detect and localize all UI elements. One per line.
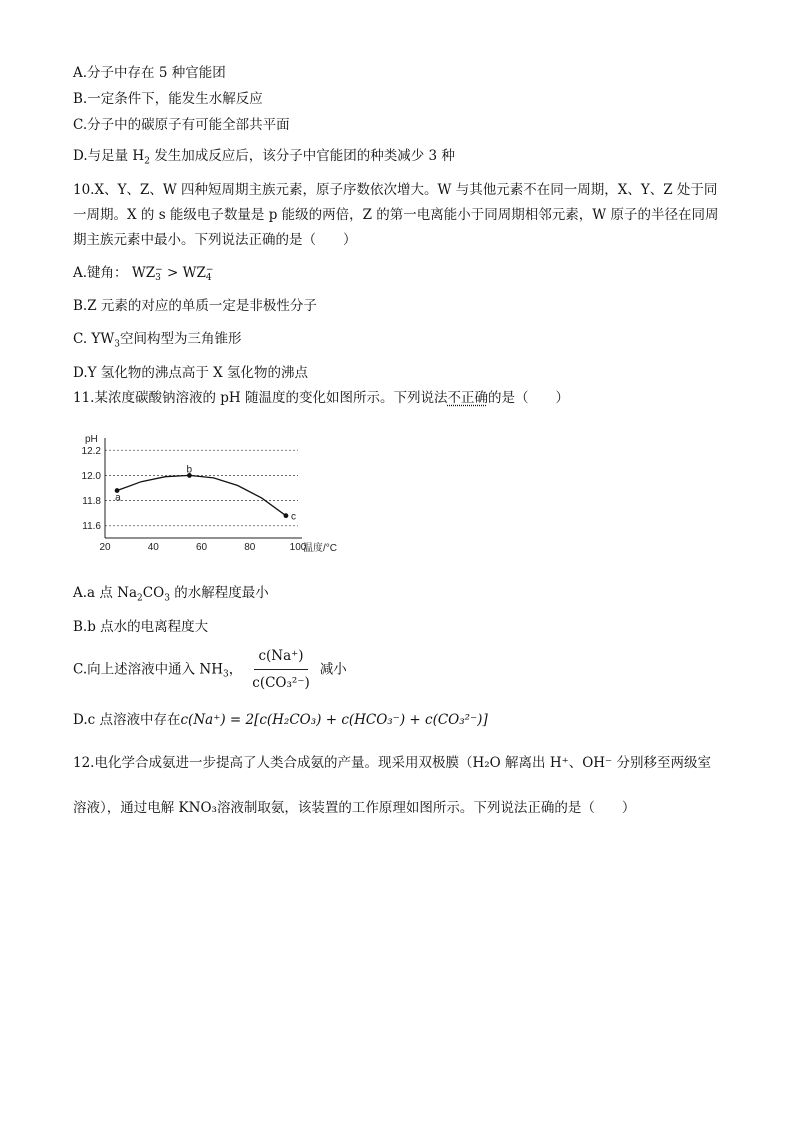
q10-a-formula1: WZ — [131, 265, 156, 281]
q10-option-b: B.Z 元素的对应的单质一定是非极性分子 — [73, 298, 317, 314]
q10-a-sub1: 3 — [155, 272, 161, 283]
q11-c-numerator: c(Na⁺) — [254, 645, 307, 670]
q10-stem-line2: 一周期。X 的 s 能级电子数量是 p 能级的两倍，Z 的第一电离能小于同周期相邻元素，W 原子的半径在同周 — [73, 207, 719, 223]
q12-h2o: H₂O — [472, 755, 501, 771]
q12-stem1-pre: 12.电化学合成氨进一步提高了人类合成氨的产量。现采用双极膜（ — [73, 755, 473, 771]
q11-a-post: 的水解程度最小 — [169, 585, 269, 601]
q9-d-post: 发生加成反应后，该分子中官能团的种类减少 3 种 — [149, 148, 455, 164]
q11-c-fraction — [248, 645, 313, 694]
q12-stem2-pre: 溶液），通过电解 — [73, 800, 179, 816]
q9-d-sub: 2 — [144, 156, 150, 167]
q11-option-a — [73, 584, 269, 602]
q10-a-sub2: 4 — [205, 272, 212, 283]
x-tick-label: 100 — [289, 542, 307, 553]
q10-a-gt: > — [162, 265, 183, 281]
q9-option-a: A.分子中存在 5 种官能团 — [73, 65, 226, 81]
x-axis-label: 温度/°C — [303, 543, 337, 554]
q11-c-sub: 3 — [223, 669, 229, 680]
q11-d-equation: c(Na⁺) = 2[c(H₂CO₃) + c(HCO₃⁻) + c(CO₃²⁻)] — [180, 712, 488, 728]
q10-a-sup1: − — [155, 264, 163, 275]
q11-c-denominator: c(CO₃²⁻) — [252, 675, 310, 691]
x-tick-label: 80 — [244, 542, 256, 553]
q10-option-c — [73, 330, 241, 348]
q9-option-d — [73, 147, 455, 165]
data-point-c — [284, 513, 289, 518]
q12-stem-line2 — [73, 799, 635, 817]
y-tick-label: 11.8 — [82, 496, 101, 508]
q10-stem-line3: 期主族元素中最小。下列说法正确的是（ ） — [73, 232, 357, 248]
y-axis-label: pH — [85, 434, 98, 445]
q11-option-b: B.b 点水的电离程度大 — [73, 619, 209, 635]
q11-stem-emphasis: 不正确 — [447, 390, 488, 406]
q11-option-d — [73, 711, 488, 729]
q10-c-post: 空间构型为三角锥形 — [119, 331, 242, 347]
x-tick-label: 20 — [99, 542, 111, 553]
q11-a-sub2: 3 — [164, 593, 170, 604]
y-tick-label: 12.0 — [81, 470, 101, 482]
q11-a-mid: CO — [142, 585, 165, 601]
chart-axes — [105, 438, 302, 538]
q11-c-pre: C.向上述溶液中通入 NH — [73, 661, 224, 678]
q10-c-sub: 3 — [114, 339, 120, 350]
point-label-c: c — [290, 511, 296, 523]
x-tick-label: 60 — [195, 542, 208, 553]
q11-stem — [73, 389, 569, 407]
q11-stem-post: 的是（ ） — [487, 390, 569, 406]
q11-a-sub1: 2 — [137, 593, 143, 604]
q10-option-d: D.Y 氢化物的沸点高于 X 氢化物的沸点 — [73, 365, 309, 381]
q11-a-pre: A.a 点 Na — [73, 585, 138, 601]
q10-a-label: A.键角： — [73, 265, 128, 281]
ph-temperature-chart — [73, 432, 343, 557]
chart-points — [115, 464, 296, 522]
q10-option-a — [73, 264, 213, 282]
q11-stem-pre: 11.某浓度碳酸钠溶液的 pH 随温度的变化如图所示。下列说法 — [73, 390, 448, 406]
q10-c-pre: C. YW — [73, 331, 115, 347]
y-tick-label: 11.6 — [82, 521, 101, 533]
q9-option-c: C.分子中的碳原子有可能全部共平面 — [73, 117, 290, 133]
chart-grid — [105, 450, 298, 525]
x-tick-label: 40 — [147, 542, 159, 553]
point-label-b: b — [186, 464, 192, 476]
q11-option-c — [73, 645, 347, 694]
point-label-a: a — [115, 492, 121, 504]
q11-c-post: 减小 — [319, 661, 347, 678]
y-tick-label: 12.2 — [81, 445, 101, 457]
q11-c-comma: ， — [228, 661, 243, 678]
q9-option-b: B.一定条件下，能发生水解反应 — [73, 91, 263, 107]
q12-stem1-mid: 解离出 H⁺、OH⁻ 分别移至两级室 — [500, 755, 711, 771]
q10-a-sup2: − — [205, 264, 214, 275]
chart-series — [117, 475, 286, 515]
q10-stem-line1: 10.X、Y、Z、W 四种短周期主族元素，原子序数依次增大。W 与其他元素不在同一周期，X、Y、Z 处于同 — [73, 182, 718, 198]
q12-kno3: KNO₃ — [178, 800, 217, 816]
q9-d-pre: D.与足量 H — [73, 148, 145, 164]
ph-curve — [117, 475, 286, 515]
q11-d-pre: D.c 点溶液中存在 — [73, 712, 181, 728]
q12-stem-line1 — [73, 754, 711, 772]
q12-stem2-post: 溶液制取氨，该装置的工作原理如图所示。下列说法正确的是（ ） — [216, 800, 636, 816]
q10-a-formula2: WZ — [182, 265, 206, 281]
